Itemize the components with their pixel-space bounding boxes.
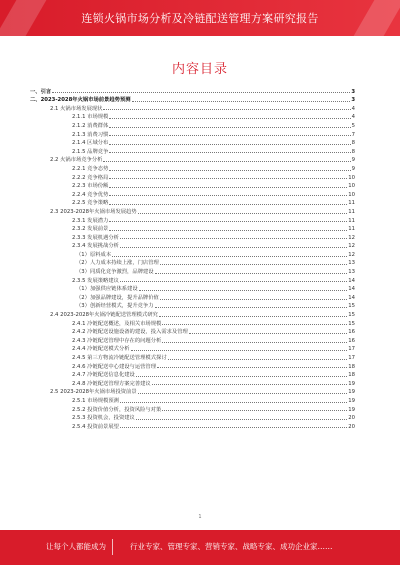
toc-entry-page: 18 [348,372,355,379]
toc-entry-page: 3 [351,88,355,95]
toc-entry-label: （1）加强供应链体系建设 [76,286,138,293]
toc-entry-label: 2.3.4 发展挑战分析 [72,243,119,250]
toc-entry-label: 2.1.3 消费习惯 [72,131,109,138]
toc-title: 内容目录 [171,62,228,77]
toc-entry-page: 13 [348,260,355,267]
toc-leader-dots [109,204,347,205]
toc-entry-page: 11 [348,208,355,215]
toc-entry-label: 2.4.4 冷链配送模式分析 [72,346,130,353]
footer-banner [0,530,400,565]
toc-entry-label: 一、引言 [30,88,52,95]
toc-leader-dots [109,230,347,231]
toc-entry-label: 2.2.2 竞争格局 [72,174,109,181]
toc-leader-dots [168,359,348,360]
toc-leader-dots [155,273,348,274]
toc-entry[interactable] [30,86,355,95]
toc-entry-page: 19 [348,389,355,396]
toc-entry[interactable] [30,232,355,241]
toc-entry-page: 14 [348,277,355,284]
toc-entry-label: 2.4 2023-2028年火锅冷链配送管理模式研究 [50,312,158,319]
toc-entry-page: 15 [348,320,355,327]
toc-leader-dots [120,247,347,248]
toc-leader-dots [136,376,347,377]
toc-entry-label: 2.4.6 冷链配送中心建设与运营管理 [72,363,157,370]
toc-entry-label: 2.1.2 消费群体 [72,122,109,129]
toc-entry[interactable] [30,421,355,430]
toc-entry-label: 2.5.4 投资前景展望 [72,423,119,430]
toc-entry-page: 3 [351,97,355,104]
toc-entry-page: 7 [351,131,355,138]
toc-entry[interactable] [30,395,355,404]
toc-entry[interactable] [30,120,355,129]
document-title: 连锁火锅市场分析及冷链配送管理方案研究报告 [81,12,319,25]
toc-entry-label: 2.1.1 市场规模 [72,114,109,121]
toc-entry-label: 2.2.4 竞争优势 [72,191,109,198]
toc-leader-dots [103,161,350,162]
toc-entry-page: 4 [351,114,355,121]
toc-entry[interactable] [30,352,355,361]
toc-leader-dots [109,170,350,171]
toc-leader-dots [109,127,350,128]
toc-entry-page: 12 [348,234,355,241]
toc-entry-label: 2.4.8 冷链配送管理方案完善建议 [72,380,151,387]
toc-leader-dots [131,350,348,351]
toc-entry-page: 14 [348,286,355,293]
toc-entry[interactable] [30,249,355,258]
toc-entry[interactable] [30,103,355,112]
toc-entry-page: 5 [351,122,355,129]
toc-entry-label: 2.3.3 发展机遇分析 [72,234,119,241]
header-banner [0,0,400,36]
toc-entry[interactable] [30,361,355,370]
toc-entry-page: 14 [348,294,355,301]
toc-entry-page: 15 [348,312,355,319]
toc-entry-page: 17 [348,346,355,353]
toc-leader-dots [112,256,347,257]
table-of-contents [30,86,355,430]
toc-entry[interactable] [30,301,355,310]
toc-entry-page: 15 [348,303,355,310]
toc-entry-label: （2）人力成本持续上涨，门店管理 [76,260,159,267]
toc-leader-dots [109,118,350,119]
toc-entry-page: 8 [351,140,355,147]
footer-divider [112,539,113,555]
toc-entry-page: 19 [348,380,355,387]
toc-entry[interactable] [30,370,355,379]
toc-entry[interactable] [30,138,355,147]
toc-leader-dots [109,195,347,196]
toc-leader-dots [189,333,347,334]
toc-entry-page: 20 [348,423,355,430]
toc-entry[interactable] [30,275,355,284]
toc-entry[interactable] [30,189,355,198]
toc-entry-page: 18 [348,363,355,370]
toc-entry[interactable] [30,146,355,155]
toc-entry[interactable] [30,284,355,293]
toc-leader-dots [109,152,350,153]
toc-entry-label: 2.5.2 投资价值分析，投资风险与对策 [72,406,162,413]
toc-entry[interactable] [30,378,355,387]
toc-entry-label: 2.1 火锅市场发展现状 [50,105,103,112]
toc-leader-dots [109,221,347,222]
toc-entry-page: 12 [348,251,355,258]
toc-entry-page: 16 [348,329,355,336]
toc-entry-page: 4 [351,105,355,112]
toc-entry[interactable] [30,318,355,327]
toc-entry-page: 17 [348,355,355,361]
footer-tagline: 行业专家、管理专家、营销专家、战略专家、成功企业家…… [130,542,333,551]
toc-entry-label: 2.2 火锅市场竞争分析 [50,157,103,164]
toc-entry[interactable] [30,292,355,301]
toc-entry-label: 2.5.3 投资机会，投资建议 [72,415,135,422]
toc-entry-label: 2.1.4 区域分布 [72,140,109,147]
toc-entry-page: 13 [348,269,355,276]
toc-entry-page: 19 [348,397,355,404]
toc-leader-dots [138,213,348,214]
toc-entry-label: （3）同质化竞争激烈，品牌建设 [76,269,154,276]
toc-entry-label: 2.4.7 冷链配送信息化建设 [72,372,135,379]
toc-entry[interactable] [30,129,355,138]
toc-entry[interactable] [30,335,355,344]
toc-leader-dots [132,101,351,102]
toc-entry-label: 2.3.2 发展前景 [72,226,109,233]
toc-leader-dots [162,342,347,343]
toc-entry-label: 2.3.5 发展策略建议 [72,277,119,284]
toc-entry-page: 19 [348,406,355,413]
toc-entry[interactable] [30,309,355,318]
toc-entry[interactable] [30,344,355,353]
toc-leader-dots [109,144,350,145]
toc-entry-page: 9 [351,157,355,164]
toc-entry-label: 2.2.5 竞争策略 [72,200,109,207]
toc-entry-label: 2.4.1 冷链配送概述，及相关市场规模 [72,320,162,327]
toc-leader-dots [109,135,350,136]
toc-entry-label: 2.1.5 品牌竞争 [72,148,109,155]
toc-leader-dots [120,402,347,403]
toc-entry[interactable] [30,404,355,413]
toc-entry-label: 2.5 2023-2028年火锅市场投资前景 [50,389,137,396]
toc-leader-dots [160,264,347,265]
toc-leader-dots [157,367,347,368]
toc-entry-label: （2）加强品牌建设，提升品牌价值 [76,294,159,301]
toc-entry[interactable] [30,181,355,190]
toc-entry-page: 16 [348,337,355,344]
toc-leader-dots [155,307,348,308]
toc-leader-dots [52,92,350,93]
page-number: 1 [198,514,202,520]
toc-entry[interactable] [30,327,355,336]
toc-leader-dots [152,384,348,385]
toc-entry-label: 2.2.3 市场份额 [72,183,109,190]
footer-slogan: 让每个人都能成为 [46,542,106,551]
toc-entry[interactable] [30,387,355,396]
toc-leader-dots [159,316,347,317]
toc-entry-label: 2.5.1 市场规模预测 [72,397,119,404]
toc-entry-page: 20 [348,415,355,422]
toc-entry-label: 2.4.3 冷链配送管理中存在的问题分析 [72,337,162,344]
toc-entry-label: （3）创新经营模式，提升竞争力 [76,303,154,310]
toc-entry[interactable] [30,112,355,121]
toc-entry[interactable] [30,258,355,267]
toc-leader-dots [120,427,347,428]
toc-entry-page: 11 [348,226,355,233]
toc-entry-page: 10 [348,174,355,181]
toc-leader-dots [139,290,348,291]
toc-leader-dots [162,324,347,325]
toc-leader-dots [138,393,348,394]
toc-entry-page: 9 [351,165,355,172]
toc-entry[interactable] [30,163,355,172]
toc-entry-page: 11 [348,200,355,207]
toc-entry-page: 8 [351,148,355,155]
toc-entry[interactable] [30,241,355,250]
toc-entry[interactable] [30,155,355,164]
toc-entry-page: 10 [348,183,355,190]
toc-entry[interactable] [30,206,355,215]
toc-leader-dots [160,299,347,300]
toc-leader-dots [136,419,347,420]
toc-entry-label: 2.4.2 冷链配送设施设备的建设，投入需求及管理 [72,329,188,336]
toc-entry[interactable] [30,224,355,233]
toc-entry-label: 2.4.5 第三方物流冷链配送管理模式探讨 [72,355,167,361]
toc-leader-dots [162,410,347,411]
toc-entry[interactable] [30,215,355,224]
toc-entry[interactable] [30,413,355,422]
toc-entry[interactable] [30,172,355,181]
toc-entry-page: 12 [348,243,355,250]
toc-entry-label: 2.3.1 发展潜力 [72,217,109,224]
toc-entry-page: 11 [348,217,355,224]
toc-leader-dots [120,238,347,239]
toc-entry-label: 2.2.1 竞争态势 [72,165,109,172]
toc-entry-page: 10 [348,191,355,198]
toc-leader-dots [109,187,347,188]
toc-leader-dots [120,281,347,282]
toc-entry-label: 二、2023-2028年火锅市场前景趋势预测 [30,97,131,104]
toc-leader-dots [109,178,347,179]
toc-leader-dots [103,109,350,110]
toc-entry[interactable] [30,95,355,104]
toc-entry[interactable] [30,198,355,207]
toc-entry[interactable] [30,266,355,275]
toc-entry-label: （1）原料成本 [76,251,112,258]
toc-entry-label: 2.3 2023-2028年火锅市场发展趋势 [50,208,137,215]
